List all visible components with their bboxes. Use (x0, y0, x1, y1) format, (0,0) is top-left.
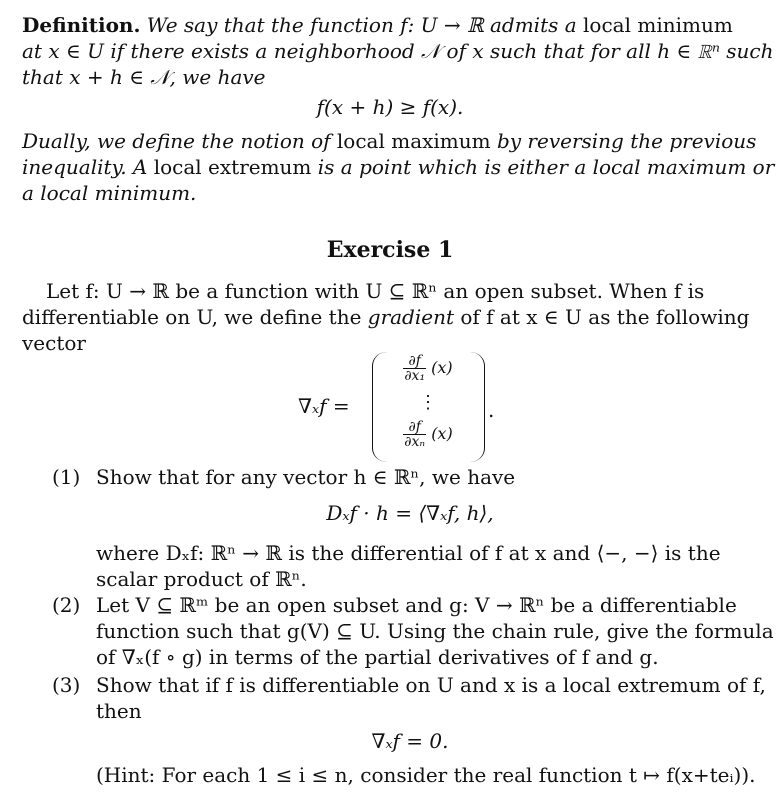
item-2-number: (2) (52, 593, 81, 617)
partial-den-n: ∂xₙ (404, 434, 426, 450)
item-3-line-2: then (96, 699, 142, 723)
exercise-title: Exercise 1 (326, 237, 454, 263)
item-3-hint: (Hint: For each 1 ≤ i ≤ n, consider the real function t ↦ f(x+teᵢ)). (96, 763, 756, 787)
vector-period: . (488, 398, 495, 422)
item-2-line-1: Let V ⊆ ℝᵐ be an open subset and g: V → ℝⁿ be a differentiable (96, 593, 737, 617)
gradient-lhs: ∇ₓf = (298, 394, 350, 418)
exercise-intro-1: Let f: U → ℝ be a function with U ⊆ ℝⁿ an open subset. When f is (46, 279, 705, 303)
item-2-line-3: of ∇ₓ(f ∘ g) in terms of the partial derivatives of f and g. (96, 645, 659, 669)
definition-line-6: a local minimum. (22, 181, 197, 205)
definition-text: We say that the function f: U → ℝ admits a (146, 13, 577, 37)
partial-arg-1: (x) (431, 358, 453, 377)
right-paren (470, 352, 485, 462)
definition-line-3: that x + h ∈ 𝒩, we have (22, 65, 266, 89)
reversing-text: by reversing the previous (496, 129, 757, 153)
dually-text: Dually, we define the notion of (22, 129, 331, 153)
partial-den-1: ∂x₁ (404, 368, 426, 384)
intro-text-b: of f at x ∈ U as the following (460, 305, 750, 329)
term-local-maximum: local maximum (336, 129, 491, 153)
exercise-intro-2 (22, 304, 758, 330)
intro-text-a: differentiable on U, we define the (22, 305, 362, 329)
term-gradient: gradient (367, 305, 455, 329)
definition-line-5 (22, 154, 775, 180)
partial-fraction-n (403, 420, 426, 449)
item-1-number: (1) (52, 465, 81, 489)
definition-label: Definition. (22, 13, 141, 37)
item-1-formula: Dₓf · h = ⟨∇ₓf, h⟩, (326, 501, 494, 525)
definition-line-1 (22, 12, 758, 38)
vector-bottom-entry (386, 420, 470, 449)
item-3-formula: ∇ₓf = 0. (371, 729, 449, 753)
item-2-line-2: function such that g(V) ⊆ U. Using the chain rule, give the formula (96, 619, 774, 643)
partial-fraction-1 (403, 354, 426, 383)
definition-line-2: at x ∈ U if there exists a neighborhood 𝒩 of x such that for all h ∈ ℝⁿ such (22, 39, 774, 63)
item-3-number: (3) (52, 673, 81, 697)
term-local-minimum: local minimum (583, 13, 733, 37)
either-text: is a point which is either a local maximum or (317, 155, 775, 179)
partial-num-1: ∂f (403, 354, 426, 369)
left-paren (372, 352, 387, 462)
item-1-after-2: scalar product of ℝⁿ. (96, 567, 307, 591)
term-local-extremum: local extremum (153, 155, 312, 179)
definition-line-4 (22, 128, 758, 154)
inequality-text: inequality. A (22, 155, 148, 179)
exercise-intro-3: vector (22, 331, 86, 355)
definition-formula: f(x + h) ≥ f(x). (316, 95, 464, 119)
vector-top-entry (386, 354, 470, 383)
partial-arg-n: (x) (431, 424, 453, 443)
vector-dots: ⋮ (419, 392, 437, 413)
item-3-line-1: Show that if f is differentiable on U and x is a local extremum of f, (96, 673, 766, 697)
partial-num-n: ∂f (403, 420, 426, 435)
item-1-after-1: where Dₓf: ℝⁿ → ℝ is the differential of f at x and ⟨−, −⟩ is the (96, 541, 721, 565)
item-1-line-1: Show that for any vector h ∈ ℝⁿ, we have (96, 465, 516, 489)
